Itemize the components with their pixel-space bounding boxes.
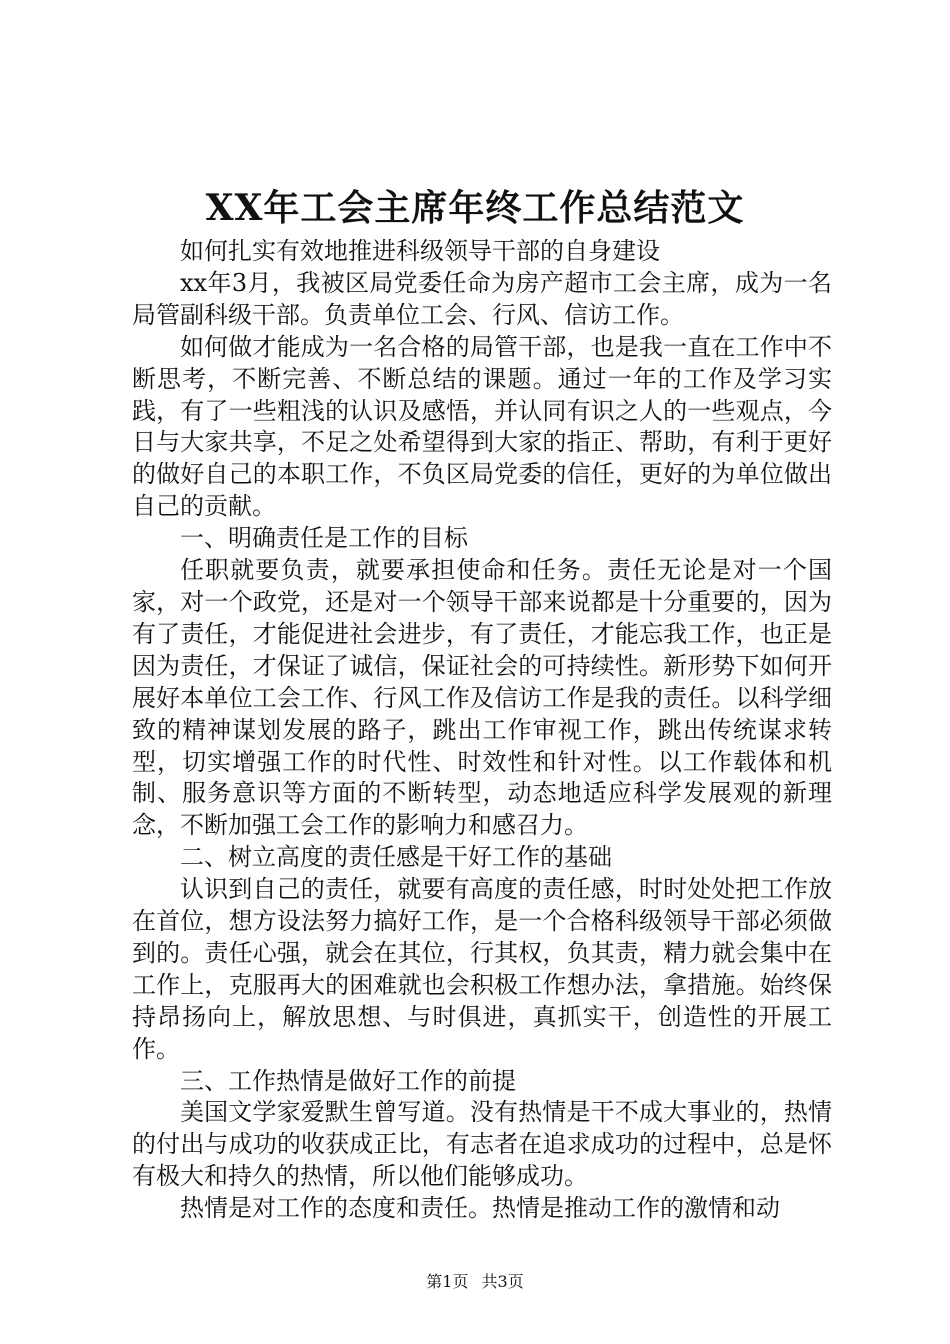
- page-number: 第1页: [426, 1272, 469, 1291]
- section-heading: 一、明确责任是工作的目标: [180, 524, 468, 553]
- document-body: [132, 236, 832, 1225]
- page-total: 共3页: [481, 1272, 524, 1291]
- paragraph: 美国文学家爱默生曾写道。没有热情是干不成大事业的，热情的付出与成功的收获成正比，有志者在追求成功的过程中，总是怀有极大和持久的热情，所以他们能够成功。: [132, 1098, 832, 1191]
- paragraph-subtitle: 如何扎实有效地推进科级领导干部的自身建设: [180, 237, 660, 265]
- section-heading: 二、树立高度的责任感是干好工作的基础: [180, 843, 612, 872]
- paragraph: 任职就要负责，就要承担使命和任务。责任无论是对一个国家，对一个政党，还是对一个领导干部来说都是十分重要的，因为有了责任，才能促进社会进步，有了责任，才能忘我工作，也正是因为责任，才保证了诚信，保证社会的可持续性。新形势下如何开展好本单位工会工作、行风工作及信访工作是我的责任。以科学细致的精神谋划发展的路子，跳出工作审视工作，跳出传统谋求转型，切实增强工作的时代性、时效性和针对性。以工作载体和机制、服务意识等方面的不断转型，动态地适应科学发展观的新理念，不断加强工会工作的影响力和感召力。: [132, 556, 832, 840]
- paragraph: 热情是对工作的态度和责任。热情是推动工作的激情和动: [180, 1194, 780, 1223]
- section-heading: 三、工作热情是做好工作的前提: [180, 1066, 516, 1095]
- document-title: XX年工会主席年终工作总结范文: [205, 187, 745, 229]
- paragraph: 如何做才能成为一名合格的局管干部，也是我一直在工作中不断思考，不断完善、不断总结的课题。通过一年的工作及学习实践，有了一些粗浅的认识及感悟，并认同有识之人的一些观点，今日与大家共享，不足之处希望得到大家的指正、帮助，有利于更好的做好自己的本职工作，不负区局党委的信任，更好的为单位做出自己的贡献。: [132, 332, 832, 521]
- page-footer: [0, 1271, 950, 1293]
- paragraph: xx年3月，我被区局党委任命为房产超市工会主席，成为一名局管副科级干部。负责单位工会、行风、信访工作。: [132, 268, 832, 329]
- paragraph: 认识到自己的责任，就要有高度的责任感，时时处处把工作放在首位，想方设法努力搞好工作，是一个合格科级领导干部必须做到的。责任心强，就会在其位，行其权，负其责，精力就会集中在工作上，克服再大的困难就也会积极工作想办法，拿措施。始终保持昂扬向上，解放思想、与时俱进，真抓实干，创造性的开展工作。: [132, 875, 832, 1063]
